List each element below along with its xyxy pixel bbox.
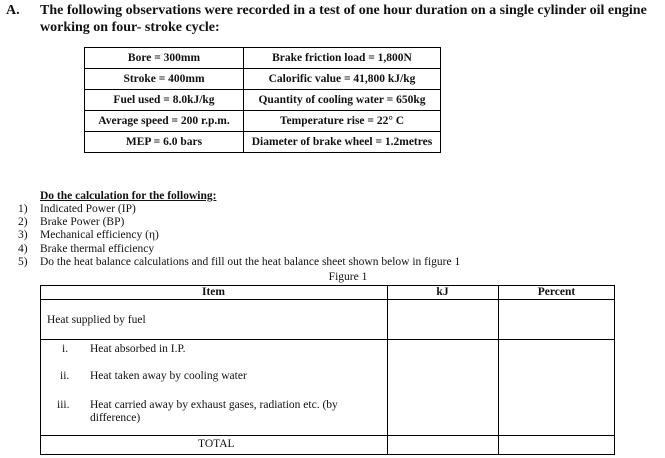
- table-row: [85, 90, 441, 111]
- question-text-line-1: The following observations were recorded in a test of one hour duration on a single cylinder oil engine: [40, 3, 647, 18]
- row-number: iii.: [57, 399, 70, 411]
- list-text: Mechanical efficiency (η): [40, 229, 159, 242]
- table-row: [85, 69, 441, 90]
- header-item: Item: [202, 286, 225, 298]
- list-number: 1): [18, 203, 28, 215]
- list-item: [0, 216, 460, 229]
- list-text: Indicated Power (IP): [40, 203, 136, 215]
- row-text: Heat carried away by exhaust gases, radiation etc. (by: [90, 399, 338, 411]
- observation-cell: MEP = 6.0 bars: [85, 132, 244, 153]
- heat-balance-sheet: [40, 285, 615, 455]
- row-number: i.: [62, 343, 69, 355]
- row-divider: [40, 435, 615, 436]
- observation-cell: Quantity of cooling water = 650kg: [244, 90, 441, 111]
- observation-cell: Bore = 300mm: [85, 48, 244, 69]
- table-row: [85, 132, 441, 153]
- question-letter: A.: [6, 3, 20, 18]
- observation-cell: Average speed = 200 r.p.m.: [85, 111, 244, 132]
- figure-label: Figure 1: [328, 271, 368, 283]
- column-divider: [387, 285, 388, 455]
- list-item: [0, 229, 460, 242]
- row-text: Heat taken away by cooling water: [90, 370, 247, 382]
- list-text: Brake Power (BP): [40, 216, 125, 229]
- header-divider: [40, 299, 615, 300]
- heat-supplied-label: Heat supplied by fuel: [47, 314, 146, 326]
- list-item: [0, 243, 460, 256]
- observation-cell: Fuel used = 8.0kJ/kg: [85, 90, 244, 111]
- list-number: 5): [18, 255, 28, 268]
- table-border: [40, 285, 41, 455]
- row-divider: [40, 339, 615, 340]
- question-text-line-2: working on four- stroke cycle:: [40, 20, 220, 35]
- header-percent: Percent: [537, 286, 576, 298]
- observation-cell: Brake friction load = 1,800N: [244, 48, 441, 69]
- list-item: [0, 203, 460, 216]
- header-kj: kJ: [436, 286, 449, 298]
- row-number: ii.: [60, 370, 70, 382]
- list-text: Brake thermal efficiency: [40, 242, 155, 255]
- list-number: 4): [18, 242, 28, 255]
- table-row: [85, 111, 441, 132]
- row-text: Heat absorbed in I.P.: [90, 343, 186, 355]
- calculation-title: Do the calculation for the following:: [40, 190, 217, 202]
- observation-cell: Calorific value = 41,800 kJ/kg: [244, 69, 441, 90]
- list-number: 3): [18, 229, 28, 242]
- calculation-list: [0, 203, 460, 269]
- list-number: 2): [18, 216, 28, 229]
- observations-table: [84, 47, 441, 153]
- row-text-continued: difference): [90, 412, 141, 424]
- list-item: [0, 256, 460, 269]
- total-label: TOTAL: [198, 438, 235, 450]
- list-text: Do the heat balance calculations and fill out the heat balance sheet shown below in figure 1: [40, 255, 461, 268]
- observation-cell: Stroke = 400mm: [85, 69, 244, 90]
- column-divider: [498, 285, 499, 455]
- table-border: [40, 454, 615, 455]
- table-border: [614, 285, 615, 455]
- observation-cell: Diameter of brake wheel = 1.2metres: [244, 132, 441, 153]
- observation-cell: Temperature rise = 22° C: [244, 111, 441, 132]
- table-row: [85, 48, 441, 69]
